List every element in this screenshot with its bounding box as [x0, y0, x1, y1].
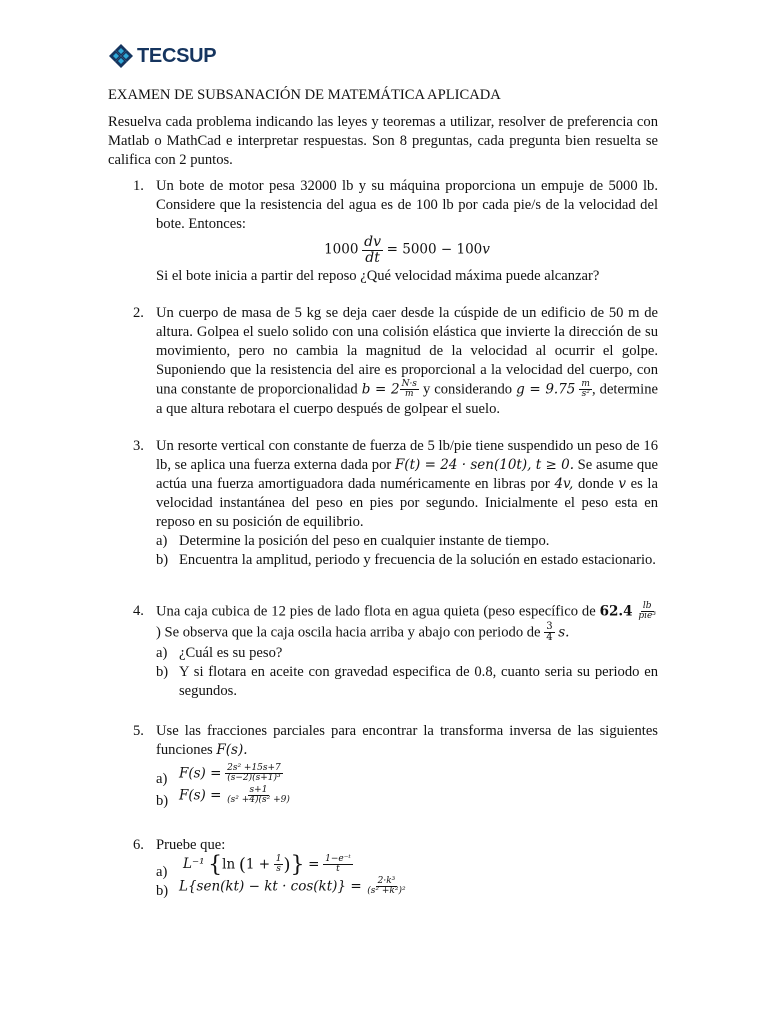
question-number: 6.: [133, 837, 144, 853]
period-fraction: $\frac{3}{4}$: [546, 620, 553, 644]
question-4: 4. Una caja cubica de 12 pies de lado flota en agua quieta (peso específico de 62.4 $\frac{lb}{\text{pie³}}$ ) Se observa que la caja oscila hacia arriba y abajo con periodo de $\frac{3}{4}$ s. a) ¿Cuál es su peso? b) Y si flotara en aceite con gravedad especifica de 0.8, cuanto seria su periodo en segundos.: [133, 601, 658, 699]
question-text: Un bote de motor pesa 32000 lb y su máquina proporciona un empuje de 5000 lb. Considere que la resistencia del agua es de 100 lb por cada pie/s de la velocidad del bote. Entonces:: [156, 178, 658, 232]
question-number: 3.: [133, 438, 144, 454]
sub-item: a) Determine la posición del peso en cualquier instante de tiempo.: [156, 533, 550, 549]
specific-weight-units: $\frac{lb}{\text{pie³}}$: [638, 601, 656, 622]
question-number: 5.: [133, 723, 144, 739]
question-5: 5. Use las fracciones parciales para encontrar la transforma inversa de las siguientes funciones F(s). a) F(s) = $\frac{\text{2s² +15s+7}}{\text{(s−2)(s+1)³}}$ b) F(s) = $\frac{s+1}{\text{(s² +4)(s² +9)}}$: [133, 723, 658, 809]
question-ending: determine a que altura rebotara el cuerpo después de golpear el suelo.: [156, 381, 658, 417]
sub-item: b) L{sen(kt) − kt · cos(kt)} = $\frac{\text{2·k³}}{\text{(s² +k²)²}}$: [156, 875, 406, 899]
question-2: 2. Un cuerpo de masa de 5 kg se deja caer desde la cúspide de un edificio de 50 m de altura. Golpea el suelo solido con una colisión elástica que invierte la dirección de su movimiento, pero no cambia la magnitud de la velocidad al ocurrir el golpe. Suponiendo que la resistencia del aire es proporcional a la velocidad del cuerpo, con una constante de proporcionalidad b = 2 $\frac{N\cdot s}{m}$ y considerando g = 9.75 $\frac{m}{\text{s²}}$ , determine a que altura rebotara el cuerpo después de golpear el suelo.: [133, 305, 658, 417]
question-number: 4.: [133, 603, 144, 619]
sub-item: a) L⁻¹ {ln (1 + $\frac{1}{s}$ )} = $\frac{\text{1−e⁻ᵗ}}{t}$: [156, 852, 351, 880]
question-text: Un resorte vertical con constante de fuerza de 5 lb/pie tiene suspendido un peso de 16 lb, se aplica una fuerza externa dada por: [156, 438, 658, 473]
function-fraction: $\frac{\text{2s² +15s+7}}{\text{(s−2)(s+1)³}}$: [227, 763, 281, 784]
logo: [107, 42, 216, 70]
question-6: [108, 836, 658, 897]
function-fraction: $\frac{s+1}{\text{(s² +4)(s² +9)}}$: [227, 784, 290, 806]
question-1: [108, 177, 658, 286]
question-text: Un cuerpo de masa de 5 kg se deja caer desde la cúspide de un edificio de 50 m de altura. Golpea el suelo solido con una colisión elástica que invierte la dirección de su movimiento, pero no cambia la magnitud de la velocidad al ocurrir el golpe. Suponiendo que la resistencia del aire es proporcional a la velocidad del cuerpo, con una constante de proporcionalidad: [156, 305, 658, 398]
b-units-fraction: $\frac{N\cdot s}{m}$: [401, 379, 417, 400]
intro-paragraph: Resuelva cada problema indicando las leyes y teoremas a utilizar, resolver de preferencia con Matlab o MathCad e interpretar respuestas. Son 8 preguntas, cada pregunta bien resuelta se califica con 2 puntos.: [108, 114, 658, 168]
page-title: EXAMEN DE SUBSANACIÓN DE MATEMÁTICA APLICADA: [108, 87, 501, 103]
question-number: 1.: [133, 178, 144, 194]
sub-item: a) F(s) = $\frac{\text{2s² +15s+7}}{\text{(s−2)(s+1)³}}$: [156, 763, 281, 787]
question-followup: Si el bote inicia a partir del reposo ¿Qué velocidad máxima puede alcanzar?: [156, 268, 600, 285]
force-expression: F(t) = 24 · sen(10t), t ≥ 0.: [394, 457, 574, 473]
logo-text: TECSUP: [137, 44, 217, 67]
sub-item: b) F(s) = $\frac{s+1}{\text{(s² +4)(s² +9)}}$: [156, 784, 290, 809]
question-text: Use las fracciones parciales para encontrar la transforma inversa de las siguientes funciones: [156, 723, 658, 758]
equation: 1000 $\frac{dv}{dt}$ = 5000 − 100v: [324, 234, 490, 266]
sub-item: b) Y si flotara en aceite con gravedad especifica de 0.8, cuanto seria su periodo en segundos.: [156, 663, 658, 699]
tecsup-logo-icon: [107, 42, 135, 70]
question-number: 2.: [133, 305, 144, 321]
question-3: 3. Un resorte vertical con constante de fuerza de 5 lb/pie tiene suspendido un peso de 16 lb, se aplica una fuerza externa dada por F(t) = 24 · sen(10t), t ≥ 0. Se asume que actúa una fuerza amortiguadora dada numéricamente en libras por 4v, donde v es la velocidad instantánea del peso en pies por segundo. Inicialmente el peso esta en reposo en su posición de equilibrio. a) Determine la posición del peso en cualquier instante de tiempo. b) Encuentra la amplitud, periodo y frecuencia de la solución en estado estacionario.: [133, 438, 658, 568]
sub-item: b) Encuentra la amplitud, periodo y frecuencia de la solución en estado estacionario.: [156, 552, 656, 568]
question-text: Una caja cubica de 12 pies de lado flota en agua quieta (peso específico de: [156, 603, 596, 620]
question-text: Pruebe que:: [156, 837, 226, 853]
derivative-fraction: $\frac{dv}{dt}$: [364, 234, 381, 266]
g-units-fraction: $\frac{m}{\text{s²}}$: [581, 379, 590, 400]
sub-item: a) ¿Cuál es su peso?: [156, 644, 283, 661]
